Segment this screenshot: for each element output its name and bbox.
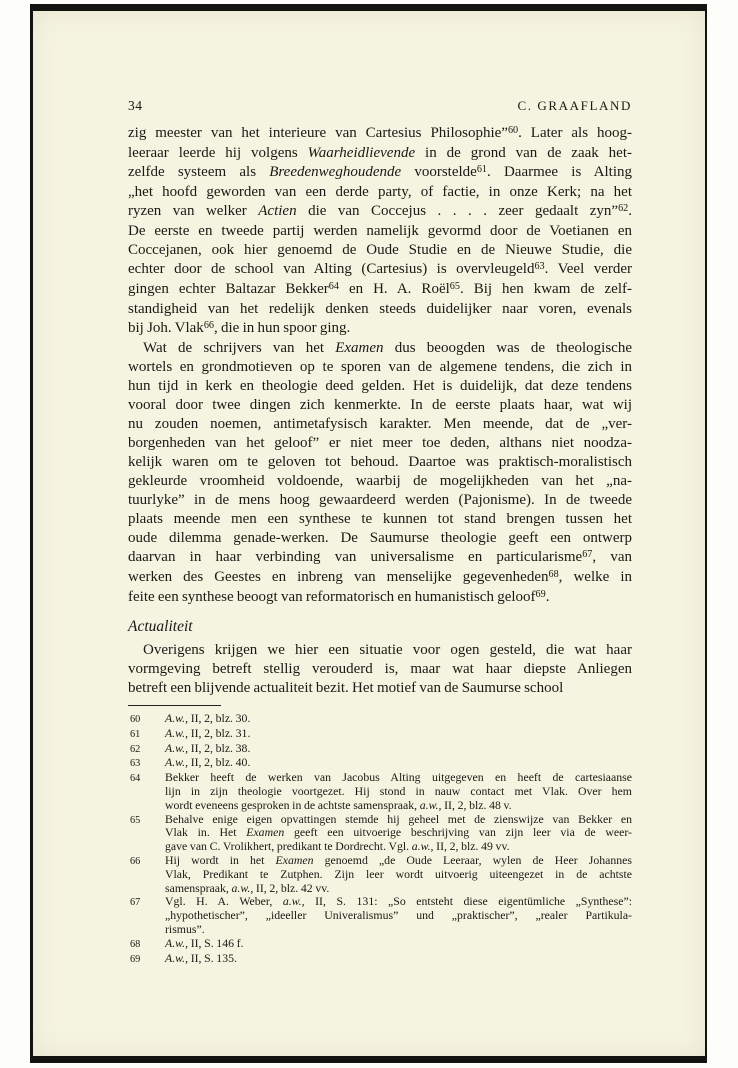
text-segment: gekleurde vroomheid voldoende, waarbij de mogelijkheden van het „na- (128, 473, 632, 489)
paragraph (128, 339, 632, 608)
text-segment: . Bij hen kwam de zelf- (459, 281, 632, 297)
running-head-author: C. GRAAFLAND (517, 98, 632, 113)
text-segment: lijn in zijn theologie voortgezet. Hij stond in nauw contact met Vlak. Over hem (165, 783, 632, 798)
text-line (165, 826, 632, 840)
text-segment: II, S. 131: „So entsteht diese eigentümliche „Synthese”: (304, 894, 632, 909)
footnote-ref: 69 (535, 589, 546, 601)
text-segment: Examen (246, 825, 285, 840)
text-line (165, 813, 632, 827)
footnote-ref: 61 (476, 164, 488, 176)
text-segment: leeraar leerde hij volgens (128, 145, 308, 161)
footnote-separator (128, 705, 221, 706)
text-segment: Wat de schrijvers van het (143, 340, 336, 356)
text-segment: a.w., (282, 894, 305, 909)
text-segment: . Daarmee is Alting (487, 164, 633, 180)
text-line (128, 300, 632, 319)
text-line (128, 144, 632, 163)
text-segment: voorstelde (401, 164, 477, 180)
footnote-item (128, 895, 632, 936)
text-line (128, 280, 632, 300)
text-segment: „het hoofd geworden van een derde party, of factie, in onze Kerk; na het (128, 184, 632, 200)
text-segment: dus beoogden was de theologische (383, 340, 632, 356)
text-line (128, 202, 632, 222)
text-segment: II, S. 135. (188, 950, 237, 965)
text-segment: zig meester van het interieure van Cartesius Philosophie” (128, 125, 508, 141)
footnote-ref: 60 (507, 125, 519, 137)
footnote-text (165, 742, 632, 757)
section-heading: Actualiteit (128, 618, 193, 635)
text-line (165, 868, 632, 882)
footnote-ref: 65 (449, 281, 460, 293)
footnote-text (165, 952, 632, 967)
text-segment: A.w., (165, 711, 189, 725)
text-segment: A.w., (165, 950, 189, 965)
text-line (128, 641, 632, 660)
text-line (128, 434, 632, 453)
footnote-ref: 66 (203, 320, 214, 332)
footnote-number: 65 (130, 814, 141, 826)
text-segment: Overigens krijgen we hier een situatie voor ogen gesteld, die wat haar (143, 642, 632, 658)
text-line (165, 937, 632, 951)
text-segment: Vlak, Predikant te Zutphen. Zijn leer wordt uitvoerig uiteengezet in de achtste (165, 866, 632, 881)
footnote-text (165, 813, 632, 854)
text-segment: a.w., (411, 839, 434, 854)
text-line (128, 568, 632, 588)
text-segment: II, 2, blz. 42 vv. (253, 880, 330, 895)
footnote-ref: 68 (548, 569, 559, 581)
text-segment: betreft een blijvende actualiteit bezit. Het motief van de Saumurse school (128, 680, 564, 696)
text-line (165, 952, 632, 966)
text-segment: A.w., (165, 935, 189, 950)
footnote-text (165, 756, 632, 771)
text-segment: Vlak in. Het (165, 825, 247, 840)
text-segment: Waarheidlievende (307, 145, 416, 161)
footnotes-section (128, 712, 632, 966)
text-line (128, 183, 632, 202)
text-line (165, 895, 632, 909)
page-content (128, 98, 632, 966)
text-line (128, 510, 632, 529)
footnote-text (165, 937, 632, 952)
text-segment: gave van C. Vrolikhert, predikant te Dordrecht. Vgl. (165, 839, 412, 854)
text-line (128, 339, 632, 358)
text-segment: . (628, 203, 633, 219)
text-line (128, 319, 632, 339)
text-line (128, 548, 632, 568)
text-segment: genoemd „de Oude Leeraar, wylen de Heer Johannes (313, 852, 632, 867)
page-header (128, 98, 632, 114)
text-segment: II, 2, blz. 49 vv. (433, 839, 510, 854)
text-segment: ryzen van welker (128, 203, 259, 219)
footnote-item (128, 937, 632, 952)
text-segment: „hypothetischer”, „ideeller Univeralismus” und „praktischer”, „realer Partikula- (165, 908, 632, 923)
footnote-item (128, 952, 632, 967)
footnote-text (165, 771, 632, 812)
text-segment: in de grond van de zaak het- (415, 145, 633, 161)
text-segment: Coccejanen, ook hier genoemd de Oude Studie en de Nieuwe Studie, die (128, 242, 632, 258)
text-segment: II, S. 146 f. (188, 935, 244, 950)
footnote-item (128, 742, 632, 757)
text-segment: . (545, 589, 550, 605)
text-segment: samenspraak, (165, 880, 232, 895)
text-line (165, 854, 632, 868)
footnote-ref: 63 (534, 261, 545, 273)
text-segment: a.w., (419, 797, 442, 812)
text-line (128, 163, 632, 183)
footnote-number: 61 (130, 728, 141, 740)
text-segment: die van Coccejus . . . . zeer gedaalt zyn” (296, 203, 619, 219)
footnote-number: 64 (130, 773, 141, 785)
text-segment: nu zouden noemen, antimetafysisch karakter. Men meende, dat de „ver- (128, 416, 632, 432)
footnote-item (128, 771, 632, 812)
footnote-text (165, 854, 632, 895)
footnote-item (128, 756, 632, 771)
text-segment: De eerste en tweede partij werden namelijk gevormd door de Voetianen en (128, 223, 632, 239)
text-segment: Examen (275, 852, 314, 867)
text-segment: II, 2, blz. 48 v. (441, 797, 512, 812)
footnote-item (128, 712, 632, 727)
text-segment: wordt eveneens gesproken in de achtste samenspraak, (165, 797, 420, 812)
page-number: 34 (128, 98, 143, 113)
text-segment: II, 2, blz. 38. (188, 740, 251, 755)
text-segment: echter door de school van Alting (Cartesius) is overvleugeld (128, 261, 535, 277)
text-segment: , welke in (558, 569, 632, 585)
text-segment: . Veel verder (544, 261, 633, 277)
footnote-ref: 62 (618, 203, 629, 215)
text-line (165, 727, 632, 741)
footnote-item (128, 727, 632, 742)
text-line (128, 588, 632, 608)
text-line (128, 529, 632, 548)
text-line (128, 396, 632, 415)
footnote-number: 66 (130, 855, 141, 867)
text-segment: , van (592, 549, 632, 565)
footnote-text (165, 895, 632, 936)
text-line (165, 909, 632, 923)
text-segment: Breedenweghoudende (269, 164, 402, 180)
text-segment: rismus”. (165, 921, 205, 936)
text-segment: A.w., (165, 755, 189, 770)
text-segment: A.w., (165, 725, 189, 740)
text-segment: geeft een uitvoerige beschrijving van zijn leer via de weer- (284, 825, 632, 840)
text-segment: en H. A. Roël (338, 281, 450, 297)
text-line (128, 491, 632, 510)
text-segment: feite een synthese beoogt van reformatorisch en humanistisch geloof (128, 589, 536, 605)
text-segment: gingen echter Baltazar Bekker (128, 281, 329, 297)
text-segment: werken des Geestes en inbreng van menselijke gegevenheden (128, 569, 549, 585)
text-segment: borgenheden van het geloof” er niet meer toe deden, althans niet noodza- (128, 435, 632, 451)
text-segment: vooral door twee dingen zich kenmerkte. In de eerste plaats haar, wat wij (128, 397, 632, 413)
text-line (165, 742, 632, 756)
footnote-item (128, 813, 632, 854)
text-line (165, 923, 632, 937)
text-segment: Examen (335, 340, 384, 356)
text-segment: Hij wordt in het (165, 852, 276, 867)
text-segment: kelijk waren om te geloven tot behoud. Daartoe was praktisch-moralistisch (128, 454, 632, 470)
text-line (128, 660, 632, 679)
footnote-ref: 64 (328, 281, 339, 293)
text-segment: , die in hun spoor ging. (214, 320, 351, 336)
footnote-number: 60 (130, 714, 141, 725)
text-segment: II, 2, blz. 31. (188, 725, 251, 740)
text-segment: Behalve enige eigen opvattingen stemde hij geheel met de zienswijze van Bekker en (165, 811, 632, 826)
text-line (165, 799, 632, 813)
text-line (165, 756, 632, 770)
footnote-number: 68 (130, 938, 141, 950)
text-line (165, 712, 632, 726)
text-segment: hun tijd in kerk en theologie deed gelden. Het is duidelijk, dat deze tendens (128, 378, 632, 394)
footnote-number: 69 (130, 953, 141, 965)
text-line (165, 771, 632, 785)
footnote-number: 62 (130, 743, 141, 755)
text-line (165, 882, 632, 896)
text-line (128, 472, 632, 491)
text-line (128, 679, 632, 698)
paragraph (128, 124, 632, 339)
text-line (128, 358, 632, 377)
text-segment: tuurlyke” in de mens hoog gewaardeerd werden (Pajonisme). In de tweede (128, 492, 632, 508)
footnote-number: 63 (130, 758, 141, 770)
text-line (128, 124, 632, 144)
text-segment: a.w., (231, 880, 254, 895)
footnote-text (165, 712, 632, 727)
text-segment: plaats meende men een synthese te kunnen tot stand brengen tussen het (128, 511, 632, 527)
text-line (128, 260, 632, 280)
text-line (128, 453, 632, 472)
text-segment: Vgl. H. A. Weber, (165, 894, 283, 909)
footnote-text (165, 727, 632, 742)
text-segment: Bekker heeft de werken van Jacobus Alting uitgegeven en heeft de cartesiaanse (165, 770, 632, 785)
text-line (128, 377, 632, 396)
text-segment: zelfde systeem als (128, 164, 270, 180)
text-line (128, 241, 632, 260)
text-line (165, 840, 632, 854)
text-segment: daarvan in haar verbinding van universalisme en particularisme (128, 549, 583, 565)
paragraph (128, 641, 632, 698)
footnote-ref: 67 (582, 549, 593, 561)
footnote-number: 67 (130, 897, 141, 909)
text-segment: Actien (258, 203, 297, 219)
text-segment: standigheid van het redelijk denken steeds duidelijker naar voren, evenals (128, 301, 632, 317)
footnote-item (128, 854, 632, 895)
text-line (165, 785, 632, 799)
text-line (128, 415, 632, 434)
text-segment: II, 2, blz. 30. (188, 711, 251, 725)
text-segment: oude dilemma genade-werken. De Saumurse theologie geeft een ontwerp (128, 530, 632, 546)
text-segment: bij Joh. Vlak (128, 320, 204, 336)
text-segment: vormgeving betreft stellig verouderd is, maar wat haar diepste Anliegen (128, 661, 632, 677)
text-segment: A.w., (165, 740, 189, 755)
text-line (128, 222, 632, 241)
text-segment: II, 2, blz. 40. (188, 755, 251, 770)
text-segment: . Later als hoog- (518, 125, 632, 141)
text-segment: wortels en grondmotieven op te sporen van de algemene tendens, die zich in (128, 359, 632, 375)
